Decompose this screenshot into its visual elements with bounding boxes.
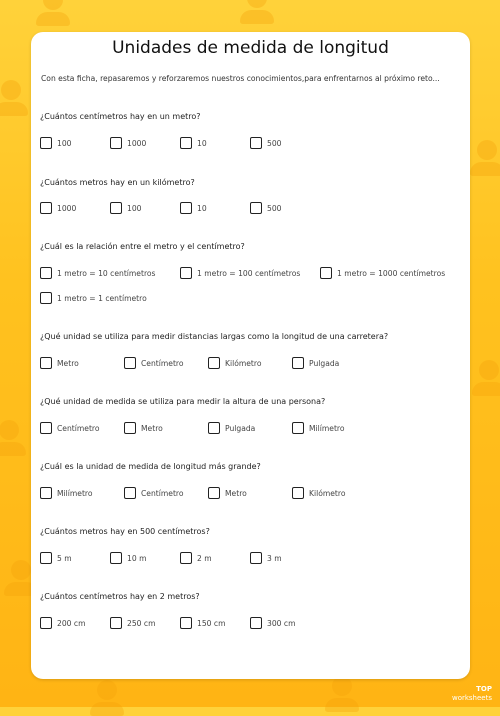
q8-option-a[interactable]: 200 cm [40, 617, 85, 629]
checkbox[interactable] [110, 552, 122, 564]
checkbox[interactable] [40, 137, 52, 149]
checkbox[interactable] [180, 137, 192, 149]
checkbox[interactable] [40, 267, 52, 279]
brand-top: TOP [476, 685, 492, 693]
q8-option-c[interactable]: 150 cm [180, 617, 225, 629]
checkbox[interactable] [180, 267, 192, 279]
q8-option-b[interactable]: 250 cm [110, 617, 155, 629]
q7-option-b[interactable]: 10 m [110, 552, 146, 564]
q3-option-d[interactable]: 1 metro = 1 centímetro [40, 292, 147, 304]
brand-logo [452, 685, 492, 703]
checkbox[interactable] [180, 552, 192, 564]
question-2: ¿Cuántos metros hay en un kilómetro? [40, 178, 195, 187]
q4-option-a[interactable]: Metro [40, 357, 79, 369]
checkbox[interactable] [40, 487, 52, 499]
background-figure [0, 420, 26, 456]
checkbox[interactable] [110, 202, 122, 214]
intro-text: Con esta ficha, repasaremos y reforzaremos nuestros conocimientos,para enfrentarnos al próximo reto... [41, 74, 440, 83]
background-figure [0, 80, 28, 116]
q5-option-c[interactable]: Pulgada [208, 422, 255, 434]
q1-option-c[interactable]: 10 [180, 137, 207, 149]
q5-option-b[interactable]: Metro [124, 422, 163, 434]
background-figure [90, 680, 124, 716]
checkbox[interactable] [40, 357, 52, 369]
checkbox[interactable] [250, 552, 262, 564]
q3-option-b[interactable]: 1 metro = 100 centímetros [180, 267, 300, 279]
question-6: ¿Cuál es la unidad de medida de longitud más grande? [40, 462, 261, 471]
checkbox[interactable] [250, 617, 262, 629]
q7-option-c[interactable]: 2 m [180, 552, 212, 564]
background-figure [240, 0, 274, 24]
brand-name: worksheets [451, 694, 492, 702]
q5-option-a[interactable]: Centímetro [40, 422, 100, 434]
checkbox[interactable] [292, 487, 304, 499]
q7-option-a[interactable]: 5 m [40, 552, 72, 564]
checkbox[interactable] [40, 422, 52, 434]
checkbox[interactable] [124, 422, 136, 434]
question-3: ¿Cuál es la relación entre el metro y el centímetro? [40, 242, 245, 251]
q8-option-d[interactable]: 300 cm [250, 617, 295, 629]
checkbox[interactable] [292, 422, 304, 434]
q2-option-b[interactable]: 100 [110, 202, 142, 214]
checkbox[interactable] [292, 357, 304, 369]
checkbox[interactable] [250, 137, 262, 149]
q6-option-d[interactable]: Kilómetro [292, 487, 346, 499]
checkbox[interactable] [110, 137, 122, 149]
checkbox[interactable] [180, 617, 192, 629]
checkbox[interactable] [208, 357, 220, 369]
page-title: Unidades de medida de longitud [112, 38, 389, 58]
background-figure [472, 360, 500, 396]
q3-option-c[interactable]: 1 metro = 1000 centímetros [320, 267, 445, 279]
q1-option-a[interactable]: 100 [40, 137, 72, 149]
background-figure [470, 140, 500, 176]
checkbox[interactable] [124, 357, 136, 369]
checkbox[interactable] [180, 202, 192, 214]
q7-option-d[interactable]: 3 m [250, 552, 282, 564]
q2-option-c[interactable]: 10 [180, 202, 207, 214]
worksheet-card [31, 32, 470, 679]
question-1: ¿Cuántos centímetros hay en un metro? [40, 112, 201, 121]
checkbox[interactable] [40, 552, 52, 564]
q6-option-c[interactable]: Metro [208, 487, 247, 499]
checkbox[interactable] [320, 267, 332, 279]
checkbox[interactable] [110, 617, 122, 629]
q6-option-a[interactable]: Milímetro [40, 487, 93, 499]
q2-option-d[interactable]: 500 [250, 202, 282, 214]
question-4: ¿Qué unidad se utiliza para medir distancias largas como la longitud de una carretera? [40, 332, 389, 341]
q2-option-a[interactable]: 1000 [40, 202, 76, 214]
q1-option-d[interactable]: 500 [250, 137, 282, 149]
checkbox[interactable] [250, 202, 262, 214]
q4-option-d[interactable]: Pulgada [292, 357, 339, 369]
q1-option-b[interactable]: 1000 [110, 137, 146, 149]
q5-option-d[interactable]: Milímetro [292, 422, 345, 434]
background-figure [36, 0, 70, 26]
checkbox[interactable] [124, 487, 136, 499]
checkbox[interactable] [40, 617, 52, 629]
question-7: ¿Cuántos metros hay en 500 centímetros? [40, 527, 210, 536]
checkbox[interactable] [208, 422, 220, 434]
q3-option-a[interactable]: 1 metro = 10 centímetros [40, 267, 156, 279]
question-5: ¿Qué unidad de medida se utiliza para medir la altura de una persona? [40, 397, 326, 406]
question-8: ¿Cuántos centímetros hay en 2 metros? [40, 592, 200, 601]
q4-option-b[interactable]: Centímetro [124, 357, 184, 369]
checkbox[interactable] [208, 487, 220, 499]
checkbox[interactable] [40, 202, 52, 214]
checkbox[interactable] [40, 292, 52, 304]
q4-option-c[interactable]: Kilómetro [208, 357, 262, 369]
q6-option-b[interactable]: Centímetro [124, 487, 184, 499]
